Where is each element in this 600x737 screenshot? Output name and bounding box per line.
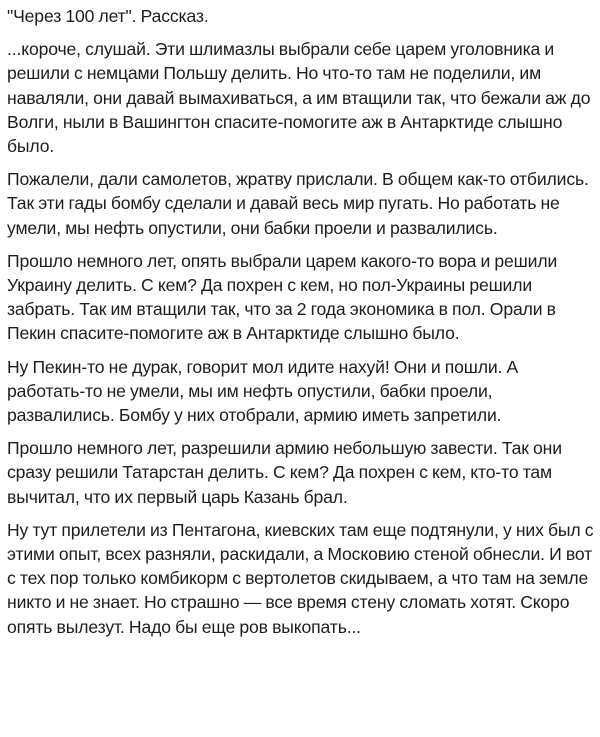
paragraph: Ну тут прилетели из Пентагона, киевских там еще подтянули, у них был с этими опыт, всех разняли, раскидали, а Московию стеной обнесли. И вот с тех пор только комбикорм с вертолетов скидываем, а что там на земле никто и не знает. Но страшно — все время стену сломать хотят. Скоро опять вылезут. Надо бы еще ров выкопать...: [7, 519, 594, 637]
paragraph: Прошло немного лет, разрешили армию небольшую завести. Так они сразу решили Татарстан делить. С кем? Да похрен с кем, кто-то там вычитал, что их первый царь Казань брал.: [7, 438, 562, 507]
paragraph: Прошло немного лет, опять выбрали царем какого-то вора и решили Украину делить. С кем? Да похрен с кем, но пол-Украины решили забрать. Так им втащили так, что за 2 года экономика в пол. Орали в Пекин спасите-помогите аж в Антарктиде слышно было.: [7, 250, 558, 344]
paragraph: Ну Пекин-то не дурак, говорит мол идите нахуй! Они и пошли. А работать-то не умели, мы им нефть опустили, бабки проели, развалились. Бомбу у них отобрали, армию иметь запретили.: [7, 356, 519, 426]
post-body: [7, 4, 595, 648]
story-title: "Через 100 лет". Рассказ.: [7, 6, 209, 26]
paragraph: ...короче, слушай. Эти шлимазлы выбрали себе царем уголовника и решили с немцами Польшу делить. Но что-то там не поделили, им наваляли, они давай вымахиваться, а им втащили так, что бежали аж до Волги, ныли в Вашингтон спасите-помогите аж в Антарктиде слышно было.: [7, 39, 591, 157]
paragraph: Пожалели, дали самолетов, жратву прислали. В общем как-то отбились. Так эти гады бомбу сделали и давай весь мир пугать. Но работать не умели, мы нефть опустили, они бабки проели и развалились.: [7, 169, 589, 238]
